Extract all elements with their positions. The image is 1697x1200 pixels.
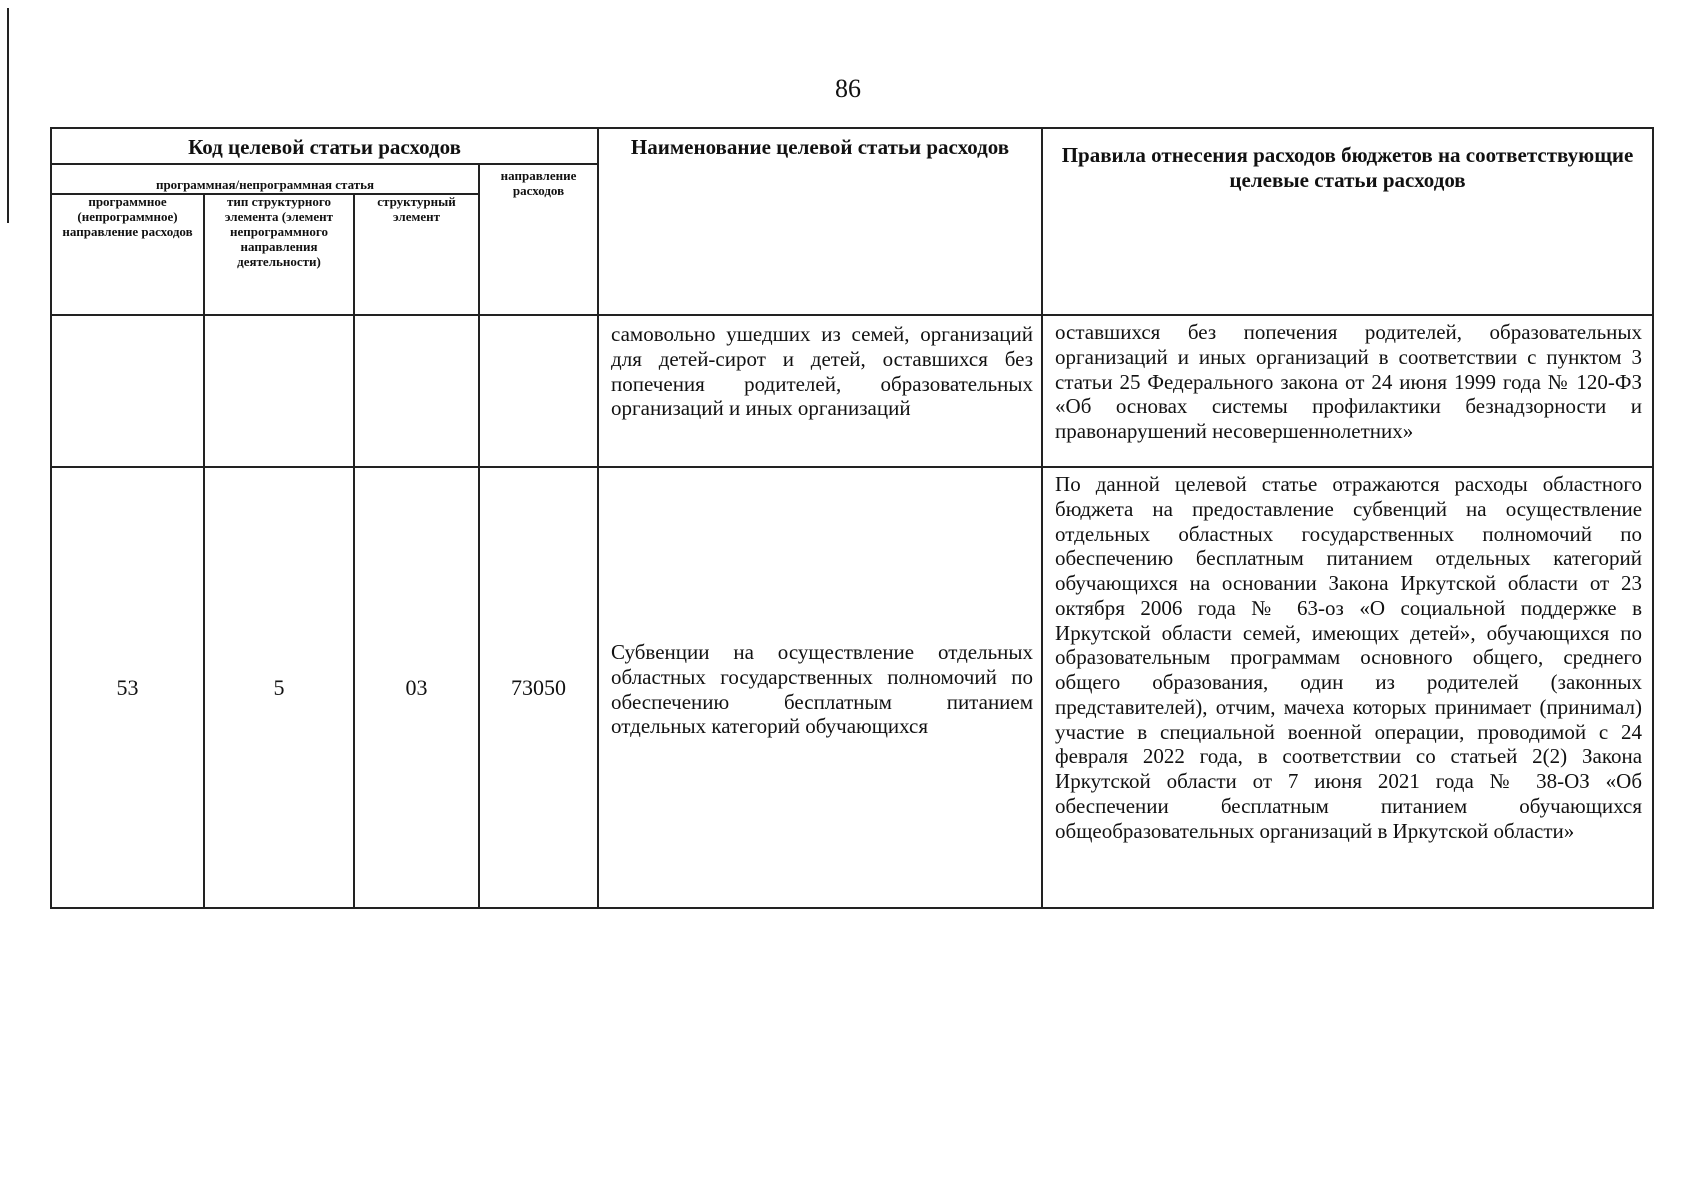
rules-cell: По данной целевой статье отражаются расходы областного бюджета на предоставление субвенций на осуществление отдельных областных государственных полномочий по обеспечению бесплатным питанием отдельных категорий обучающихся на основании Закона Иркутской области от 23 октября 2006 года № 63-оз «О социальной поддержке в Иркутской области семей, имеющих детей», обучающихся по образовательным программам основного общего, среднего общего образования, один из родителей (законных представителей), отчим, мачеха которых принимает (принимал) участие в специальной военной операции, проводимой с 24 февраля 2022 года, в соответствии со статьей 2(2) Закона Иркутской области от 7 июня 2021 года № 38-ОЗ «Об обеспечении бесплатным питанием обучающихся общеобразовательных организаций в Иркутской области» <box>1042 467 1653 908</box>
direction-cell <box>479 315 598 467</box>
direction-cell: 73050 <box>479 467 598 908</box>
header-name: Наименование целевой статьи расходов <box>598 128 1042 315</box>
header-structural: структурный элемент <box>354 194 479 315</box>
structural-cell <box>354 315 479 467</box>
header-type: тип структурного элемента (элемент непрограммного направления деятельности) <box>204 194 354 315</box>
program-cell <box>51 315 204 467</box>
budget-classification-table <box>50 127 1654 909</box>
rules-cell: оставшихся без попечения родителей, образовательных организаций и иных организаций в соответствии с пунктом 3 статьи 25 Федерального закона от 24 июня 1999 года № 120-ФЗ «Об основах системы профилактики безнадзорности и правонарушений несовершеннолетних» <box>1042 315 1653 467</box>
table-row <box>51 315 1653 467</box>
type-cell <box>204 315 354 467</box>
table-row <box>51 467 1653 908</box>
header-program-group: программная/непрограммная статья <box>51 164 479 194</box>
page-number: 86 <box>835 74 861 103</box>
program-cell: 53 <box>51 467 204 908</box>
header-program: программное (непрограммное) направление расходов <box>51 194 204 315</box>
name-cell: Субвенции на осуществление отдельных областных государственных полномочий по обеспечению бесплатным питанием отдельных категорий обучающихся <box>598 467 1042 908</box>
margin-line <box>7 8 9 223</box>
header-direction: направление расходов <box>479 164 598 315</box>
structural-cell: 03 <box>354 467 479 908</box>
header-code-group: Код целевой статьи расходов <box>51 128 598 164</box>
header-rules: Правила отнесения расходов бюджетов на соответствующие целевые статьи расходов <box>1042 128 1653 315</box>
type-cell: 5 <box>204 467 354 908</box>
header-row-1 <box>51 128 1653 164</box>
name-cell: самовольно ушедших из семей, организаций для детей-сирот и детей, оставшихся без попечения родителей, образовательных организаций и иных организаций <box>598 315 1042 467</box>
